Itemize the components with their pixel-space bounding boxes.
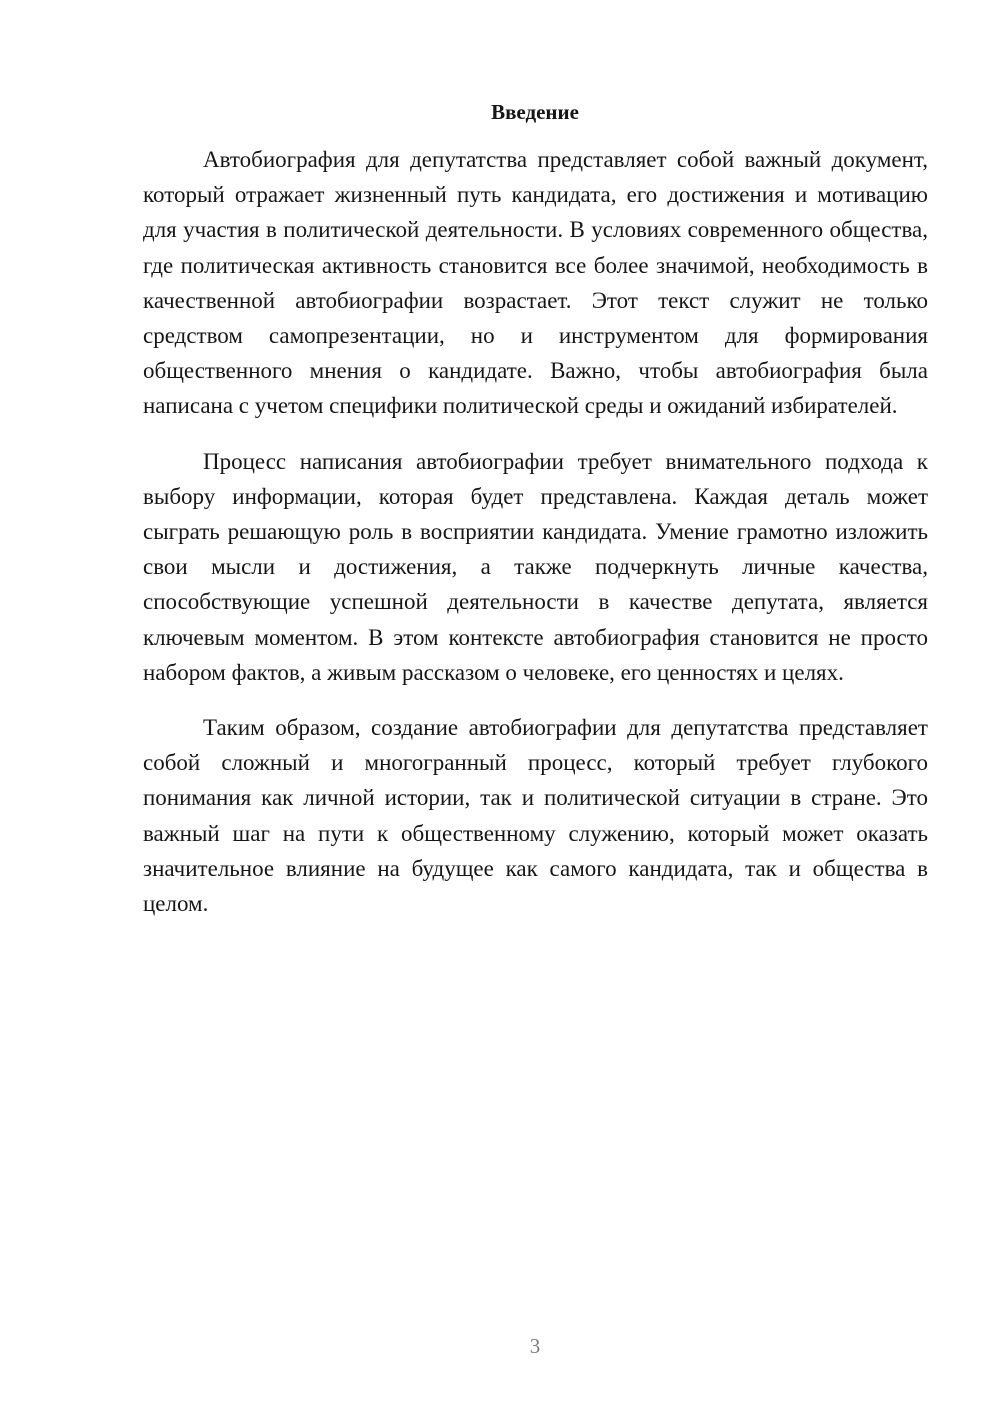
section-heading: Введение [491, 100, 579, 124]
body-text [143, 142, 928, 941]
paragraph-1: Автобиография для депутатства представляет собой важный документ, который отражает жизненный путь кандидата, его достижения и мотивацию для участия в политической деятельности. В условиях современного общества, где политическая активность становится все более значимой, необходимость в качественной автобиографии возрастает. Этот текст служит не только средством самопрезентации, но и инструментом для формирования общественного мнения о кандидате. Важно, чтобы автобиография была написана с учетом специфики политической среды и ожиданий избирателей. [143, 147, 928, 419]
paragraph-2: Процесс написания автобиографии требует внимательного подхода к выбору информации, которая будет представлена. Каждая деталь может сыграть решающую роль в восприятии кандидата. Умение грамотно изложить свои мысли и достижения, а также подчеркнуть личные качества, способствующие успешной деятельности в качестве депутата, является ключевым моментом. В этом контексте автобиография становится не просто набором фактов, а живым рассказом о человеке, его ценностях и целях. [143, 448, 928, 685]
page-number: 3 [529, 1334, 541, 1358]
paragraph-3: Таким образом, создание автобиографии для депутатства представляет собой сложный и многогранный процесс, который требует глубокого понимания как личной истории, так и политической ситуации в стране. Это важный шаг на пути к общественному служению, который может оказать значительное влияние на будущее как самого кандидата, так и общества в целом. [143, 715, 928, 917]
